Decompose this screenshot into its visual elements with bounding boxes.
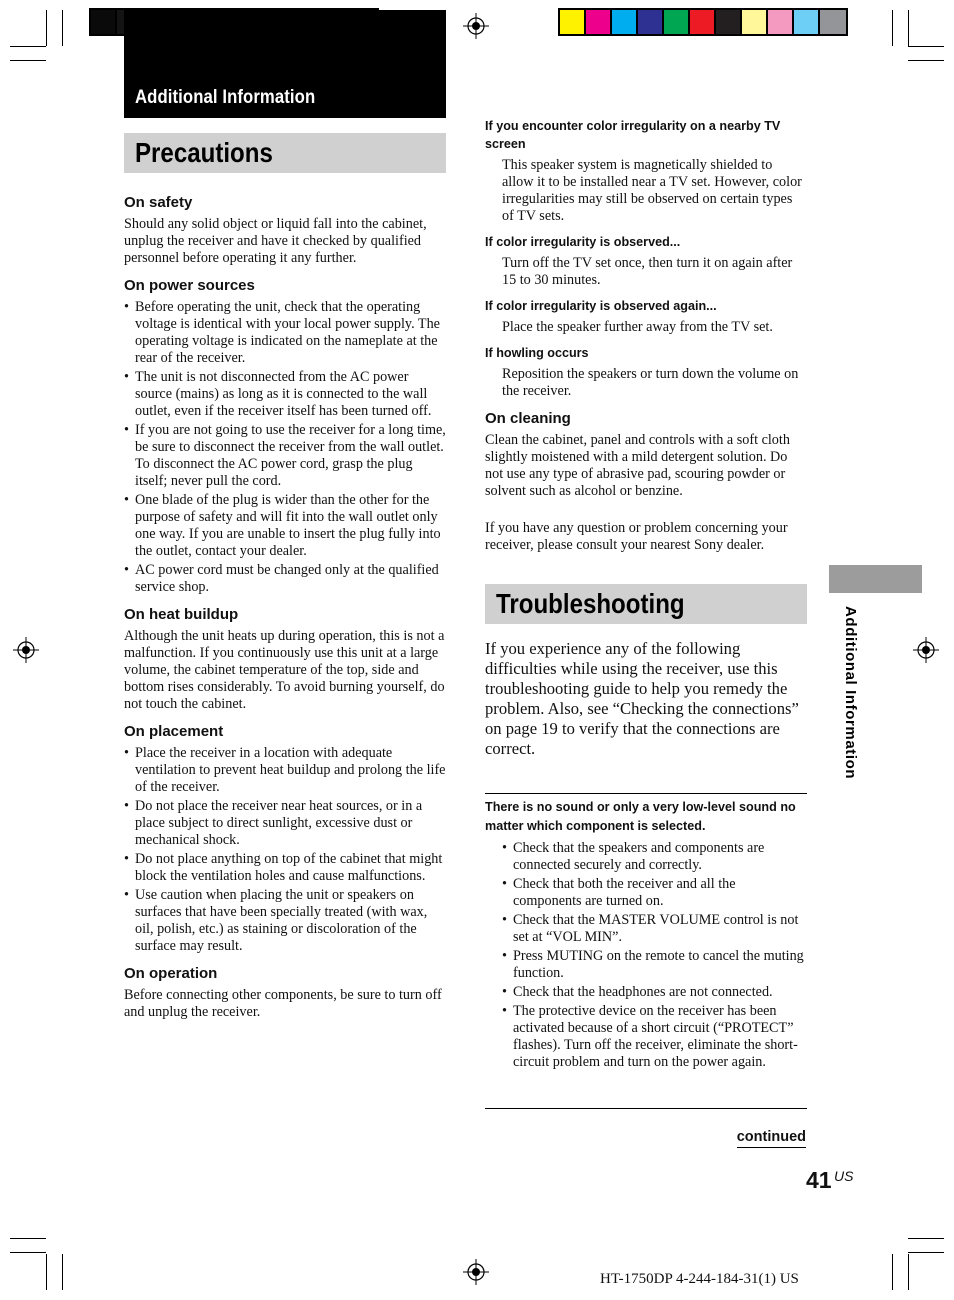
section-header-band [124, 10, 446, 118]
left-column [124, 194, 446, 1021]
heading-irregularity-again: If color irregularity is observed again... [485, 299, 717, 313]
safety-text: Should any solid object or liquid fall into the cabinet, unplug the receiver and have it checked by qualified personnel before operating it any further. [124, 216, 427, 266]
page-region-suffix: US [834, 1168, 854, 1184]
howling-text: Reposition the speakers or turn down the volume on the receiver. [502, 366, 799, 399]
list-item: • Do not place anything on top of the cabinet that might block the ventilation holes and cause malfunctions. [124, 851, 446, 885]
list-item: • Press MUTING on the remote to cancel the muting function. [502, 948, 807, 982]
operation-text: Before connecting other components, be sure to turn off and unplug the receiver. [124, 987, 442, 1020]
color-swatch [742, 10, 768, 34]
crop-mark [908, 1238, 944, 1239]
troubleshooting-problem [485, 798, 807, 1073]
troubleshooting-intro [485, 639, 807, 759]
heading-irregularity-observed: If color irregularity is observed... [485, 235, 681, 249]
problem-heading: There is no sound or only a very low-level sound no matter which component is selected. [485, 800, 796, 833]
list-item: • Check that the MASTER VOLUME control is not set at “VOL MIN”. [502, 912, 807, 946]
placement-list [124, 745, 446, 955]
list-item: • The protective device on the receiver has been activated because of a short circuit (“PROTECT” flashes). Turn off the receiver, eliminate the short-circuit problem and turn on the power again. [502, 1003, 807, 1071]
right-column [485, 117, 807, 554]
registration-mark-icon [463, 1259, 489, 1285]
color-text: This speaker system is magnetically shielded to allow it to be installed near a TV set. However, color irregularities may still be observed on certain types of TV sets. [502, 157, 802, 224]
section-title: Troubleshooting [496, 588, 685, 619]
color-swatch [820, 10, 846, 34]
crop-mark [908, 1252, 944, 1253]
color-swatch [560, 10, 586, 34]
registration-mark-icon [13, 637, 39, 663]
color-swatch [91, 10, 117, 34]
crop-mark [908, 46, 944, 47]
crop-mark [908, 10, 909, 46]
crop-mark [10, 60, 46, 61]
power-list [124, 299, 446, 596]
heading-on-safety: On safety [124, 194, 193, 211]
list-item: • Do not place the receiver near heat sources, or in a place subject to direct sunlight, excessive dust or mechanical shock. [124, 798, 446, 849]
heading-power-sources: On power sources [124, 277, 255, 294]
divider [485, 1108, 807, 1109]
side-tab-label: Additional Information [842, 606, 859, 780]
crop-mark [10, 1252, 46, 1253]
question-text: If you have any question or problem concerning your receiver, please consult your nearest Sony dealer. [485, 520, 788, 553]
list-item: • Place the receiver in a location with adequate ventilation to prevent heat buildup and prolong the life of the receiver. [124, 745, 446, 796]
footer-model-code: HT-1750DP 4-244-184-31(1) US [600, 1271, 799, 1287]
divider [485, 793, 807, 794]
precautions-title-bar [124, 133, 446, 173]
section-label: Additional Information [135, 87, 316, 108]
crop-mark [908, 1254, 909, 1290]
page-title: Precautions [135, 137, 273, 168]
color-swatch [690, 10, 716, 34]
continued-label: continued [737, 1129, 806, 1148]
heading-placement: On placement [124, 723, 224, 740]
crop-mark [10, 46, 46, 47]
observed-text: Turn off the TV set once, then turn it on again after 15 to 30 minutes. [502, 255, 793, 288]
again-text: Place the speaker further away from the TV set. [502, 319, 773, 335]
list-item: • The unit is not disconnected from the AC power source (mains) as long as it is connected to the wall outlet, even if the receiver itself has been turned off. [124, 369, 446, 420]
list-item: • Check that both the receiver and all the components are turned on. [502, 876, 807, 910]
list-item: • Use caution when placing the unit or speakers on surfaces that have been specially treated (with wax, oil, polish, etc.) as staining or discoloration of the surface may result. [124, 887, 446, 955]
crop-mark [10, 1238, 46, 1239]
crop-mark [892, 10, 893, 46]
color-swatch [612, 10, 638, 34]
heading-operation: On operation [124, 965, 218, 982]
list-item: • Check that the speakers and components are connected securely and correctly. [502, 840, 807, 874]
list-item: • AC power cord must be changed only at the qualified service shop. [124, 562, 446, 596]
registration-mark-icon [913, 637, 939, 663]
heading-heat-buildup: On heat buildup [124, 606, 239, 623]
crop-mark [62, 1254, 63, 1290]
list-item: • One blade of the plug is wider than the other for the purpose of safety and will fit into the wall outlet only one way. If you are unable to insert the plug fully into the outlet, contact your dealer. [124, 492, 446, 560]
color-swatch [586, 10, 612, 34]
color-swatch [664, 10, 690, 34]
registration-mark-icon [463, 13, 489, 39]
heading-howling: If howling occurs [485, 346, 589, 360]
crop-mark [46, 1254, 47, 1290]
heading-color-irregularity: If you encounter color irregularity on a nearby TV screen [485, 119, 781, 151]
color-swatch [716, 10, 742, 34]
side-tab [829, 565, 922, 593]
crop-mark [892, 1254, 893, 1290]
color-swatch [794, 10, 820, 34]
list-item: • Check that the headphones are not connected. [502, 984, 807, 1001]
heat-text: Although the unit heats up during operation, this is not a malfunction. If you continuously use this unit at a large volume, the cabinet temperature of the top, side and bottom rises considerably. To avoid burning yourself, do not touch the cabinet. [124, 628, 445, 712]
page-number: 41 [806, 1167, 832, 1193]
cleaning-text: Clean the cabinet, panel and controls with a soft cloth slightly moistened with a mild detergent solution. Do not use any type of abrasive pad, scouring powder or solvent such as alcohol or benzine. [485, 432, 790, 499]
color-swatch [638, 10, 664, 34]
process-color-bar [558, 8, 848, 36]
problem-solution-list [485, 840, 807, 1071]
color-swatch [768, 10, 794, 34]
crop-mark [46, 10, 47, 46]
intro-text: If you experience any of the following difficulties while using the receiver, use this troubleshooting guide to help you remedy the problem. Also, see “Checking the connections” on page 19 to verify that the connections are correct. [485, 639, 799, 758]
heading-cleaning: On cleaning [485, 410, 571, 427]
list-item: • Before operating the unit, check that the operating voltage is identical with your local power supply. The operating voltage is indicated on the nameplate at the rear of the receiver. [124, 299, 446, 367]
troubleshooting-title-bar [485, 584, 807, 624]
crop-mark [62, 10, 63, 46]
list-item: • If you are not going to use the receiver for a long time, be sure to disconnect the receiver from the wall outlet. To disconnect the AC power cord, grasp the plug itself; never pull the cord. [124, 422, 446, 490]
crop-mark [908, 60, 944, 61]
